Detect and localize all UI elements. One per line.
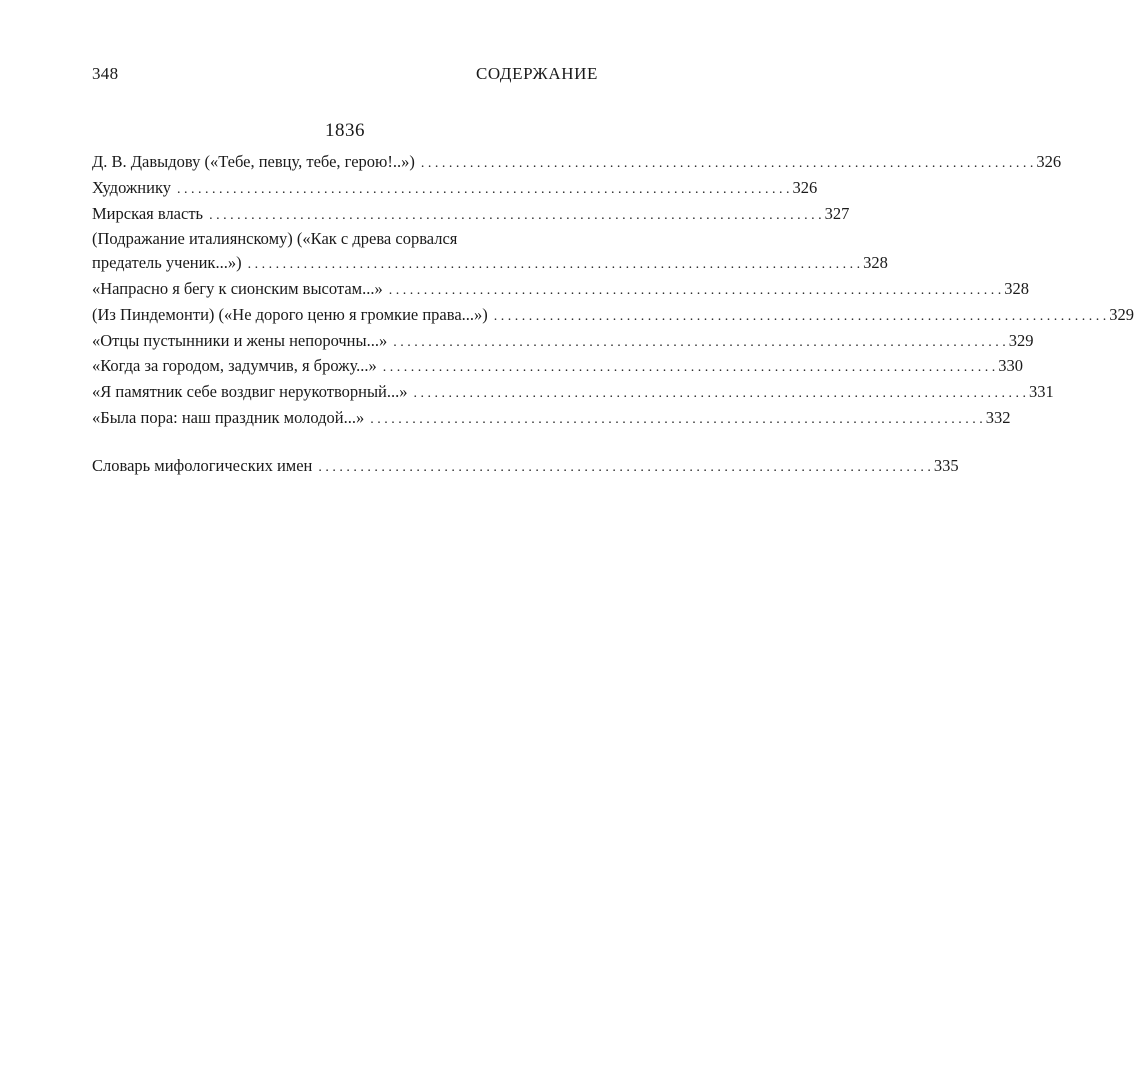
toc-entry-page: 332: [985, 407, 1011, 427]
toc-entry: [92, 202, 850, 228]
toc-entry: [92, 354, 1024, 380]
toc-entry-page: 327: [824, 203, 850, 223]
toc-entry-page: 329: [1008, 330, 1034, 350]
toc-entry-title: (Из Пиндемонти) («Не дорого ценю я громкие права...»): [92, 304, 488, 324]
toc-entry-title: «Была пора: наш праздник молодой...»: [92, 407, 365, 427]
toc-entry-appendix: [92, 454, 959, 480]
dot-leader: [248, 253, 861, 277]
toc-entry-page: 326: [1036, 152, 1062, 171]
toc-entry: [92, 380, 1054, 406]
dot-leader: [318, 456, 931, 480]
dot-leader: [383, 356, 996, 380]
toc-entry-title: Словарь мифологических имен: [92, 455, 313, 475]
toc-entry: [92, 150, 1062, 176]
dot-leader: [177, 178, 790, 202]
toc-entry-page: 326: [792, 177, 818, 197]
toc-entry-page: 331: [1029, 382, 1054, 402]
toc-entry-title: «Когда за городом, задумчив, я брожу...»: [92, 356, 377, 376]
table-of-contents: [92, 118, 1134, 480]
toc-entry: [92, 406, 1011, 432]
dot-leader: [421, 152, 1034, 176]
toc-entry: [92, 176, 818, 202]
toc-entry: [92, 277, 1029, 303]
page-header: [92, 64, 598, 86]
toc-entry-title: «Я памятник себе воздвиг нерукотворный...»: [92, 382, 408, 402]
toc-entry-title: Художнику: [92, 177, 172, 197]
dot-leader: [389, 279, 1002, 303]
toc-entry-page: 328: [1004, 278, 1029, 298]
dot-leader: [209, 204, 822, 228]
dot-leader: [393, 331, 1006, 355]
toc-entry-title: предатель ученик...»): [92, 253, 242, 273]
toc-entry: [92, 329, 1034, 355]
toc-entry-page: 330: [998, 356, 1024, 376]
dot-leader: [494, 305, 1107, 329]
toc-entry-page: 328: [863, 253, 888, 273]
toc-entry: [92, 227, 888, 277]
page-number: 348: [92, 64, 119, 83]
section-title: 1836: [325, 120, 365, 141]
toc-entry-title: Мирская власть: [92, 203, 204, 223]
toc-entry-title: «Напрасно я бегу к сионским высотам...»: [92, 278, 383, 298]
toc-entry-page: 329: [1109, 304, 1134, 324]
toc-entry: [92, 303, 1134, 329]
dot-leader: [370, 408, 983, 432]
running-title: СОДЕРЖАНИЕ: [475, 64, 598, 83]
toc-entry-page: 335: [933, 455, 959, 475]
toc-entry-title: Д. В. Давыдову («Тебе, певцу, тебе, герою!..»): [92, 152, 415, 171]
dot-leader: [414, 382, 1027, 406]
toc-entry-title: «Отцы пустынники и жены непорочны...»: [92, 330, 388, 350]
toc-entry-title-line1: (Подражание италиянскому) («Как с древа сорвался: [92, 229, 458, 249]
